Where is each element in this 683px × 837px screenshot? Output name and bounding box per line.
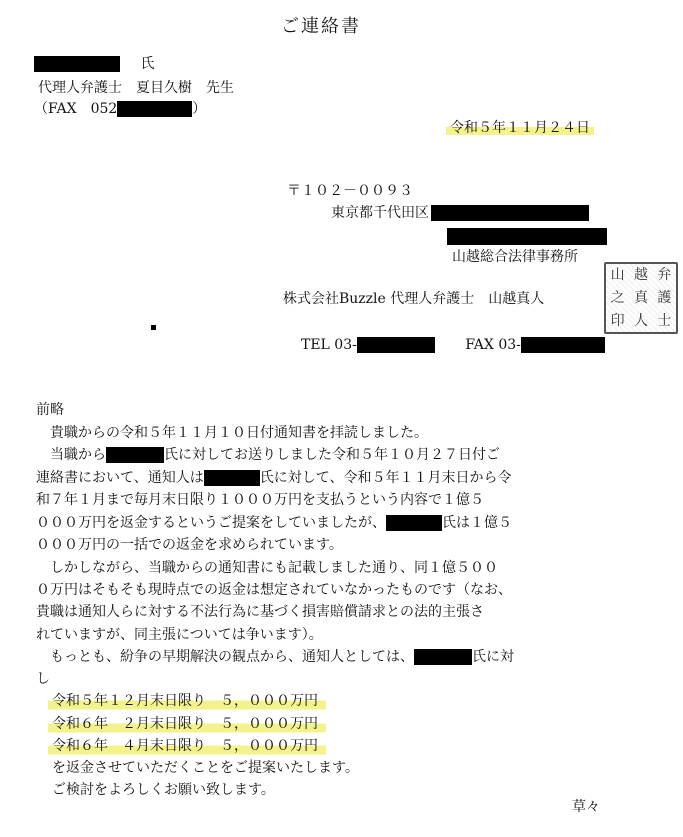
sender-address: 東京都千代田区 bbox=[331, 205, 429, 221]
paragraph-2-line-1 bbox=[50, 444, 500, 467]
closing: 草々 bbox=[572, 799, 600, 815]
text-span: もっとも、紛争の早期解決の観点から、通知人としては、 bbox=[50, 649, 414, 665]
seal-stamp bbox=[604, 262, 678, 334]
sender-attorney: 株式会社Buzzle 代理人弁護士 山越真人 bbox=[283, 291, 545, 307]
stamp-char: 印 bbox=[610, 312, 625, 329]
payment-line-1: 令和５年１２月末日限り ５，０００万円 bbox=[48, 690, 326, 713]
redacted-address-2 bbox=[447, 226, 607, 245]
redacted-name bbox=[414, 649, 472, 665]
stamp-char: 士 bbox=[657, 312, 672, 329]
addressee-name-line bbox=[34, 54, 154, 74]
redacted-name bbox=[34, 56, 120, 72]
sender-contact-line bbox=[301, 335, 605, 355]
stamp-char: 人 bbox=[633, 312, 648, 329]
stamp-char: 越 bbox=[633, 267, 648, 284]
addressee-fax-prefix: （FAX 052 bbox=[34, 101, 118, 117]
redacted-address bbox=[431, 205, 589, 221]
stamp-char: 山 bbox=[610, 267, 625, 284]
paragraph-2-line-3: 和７年１月まで毎月末日限り１０００万円を支払うという内容で１億５ bbox=[36, 492, 484, 508]
paragraph-5: を返金させていただくことをご提案いたします。 bbox=[52, 760, 359, 776]
redacted-fax bbox=[117, 101, 192, 117]
stamp-char: 護 bbox=[657, 289, 672, 306]
text-span: 氏に対してお送りしました令和５年１０月２７日付ご bbox=[164, 447, 500, 463]
redacted-tel bbox=[357, 337, 435, 353]
opening: 前略 bbox=[36, 402, 64, 418]
addressee-fax-suffix: ） bbox=[192, 101, 207, 117]
sender-firm: 山越総合法律事務所 bbox=[452, 249, 578, 265]
paragraph-1: 貴職からの令和５年１１月１０日付通知書を拝読しました。 bbox=[50, 425, 428, 441]
addressee-honorific: 氏 bbox=[140, 56, 155, 72]
paragraph-2-line-2 bbox=[36, 467, 511, 490]
stamp-char: 之 bbox=[610, 289, 625, 306]
redacted-name bbox=[386, 515, 442, 531]
payment-line-2: 令和６年 ２月末日限り ５，０００万円 bbox=[48, 713, 326, 736]
payment-line-3: 令和６年 ４月末日限り ５，０００万円 bbox=[48, 735, 326, 758]
paragraph-3-line-1: しかしながら、当職からの通知書にも記載しました通り、同１億５００ bbox=[50, 560, 498, 576]
document-date: 令和５年１１月２４日 bbox=[446, 118, 594, 138]
paragraph-3-line-2: ０万円はそもそも現時点での返金は想定されていなかったものです（なお、 bbox=[36, 582, 512, 598]
paragraph-4-line-1 bbox=[50, 646, 514, 669]
redacted-block bbox=[447, 228, 607, 245]
paragraph-4-line-2: し bbox=[36, 671, 50, 687]
text-span: 氏は１億５ bbox=[442, 515, 512, 531]
sender-address-line bbox=[331, 203, 589, 223]
paragraph-6: ご検討をよろしくお願い致します。 bbox=[52, 782, 275, 798]
sender-tel-prefix: TEL 03- bbox=[301, 337, 357, 353]
addressee-attorney: 代理人弁護士 夏目久樹 先生 bbox=[38, 80, 234, 96]
addressee-fax-line bbox=[34, 99, 206, 119]
paragraph-3-line-3: 貴職は通知人らに対する不法行為に基づく損害賠償請求との法的主張さ bbox=[36, 604, 484, 620]
stamp-char: 弁 bbox=[657, 267, 672, 284]
redacted-name bbox=[106, 447, 164, 463]
sender-fax-prefix: FAX 03- bbox=[465, 337, 521, 353]
stamp-char: 真 bbox=[633, 289, 648, 306]
text-span: 氏に対 bbox=[472, 649, 514, 665]
sender-postal: 〒１０２－００９３ bbox=[287, 183, 413, 199]
redacted-sender-fax bbox=[521, 337, 605, 353]
stray-mark bbox=[151, 325, 156, 330]
text-span: 当職から bbox=[50, 447, 106, 463]
paragraph-2-line-5: ０００万円の一括での返金を求められています。 bbox=[36, 537, 343, 553]
paragraph-2-line-4 bbox=[36, 512, 512, 535]
text-span: ０００万円を返金するというご提案をしていましたが、 bbox=[36, 515, 386, 531]
text-span: 氏に対して、令和５年１１月末日から令 bbox=[259, 470, 512, 486]
redacted-name bbox=[204, 470, 260, 486]
paragraph-3-line-4: れていますが、同主張については争います）。 bbox=[36, 627, 323, 643]
text-span: 連絡書において、通知人は bbox=[36, 470, 204, 486]
document-title: ご連絡書 bbox=[281, 16, 361, 37]
